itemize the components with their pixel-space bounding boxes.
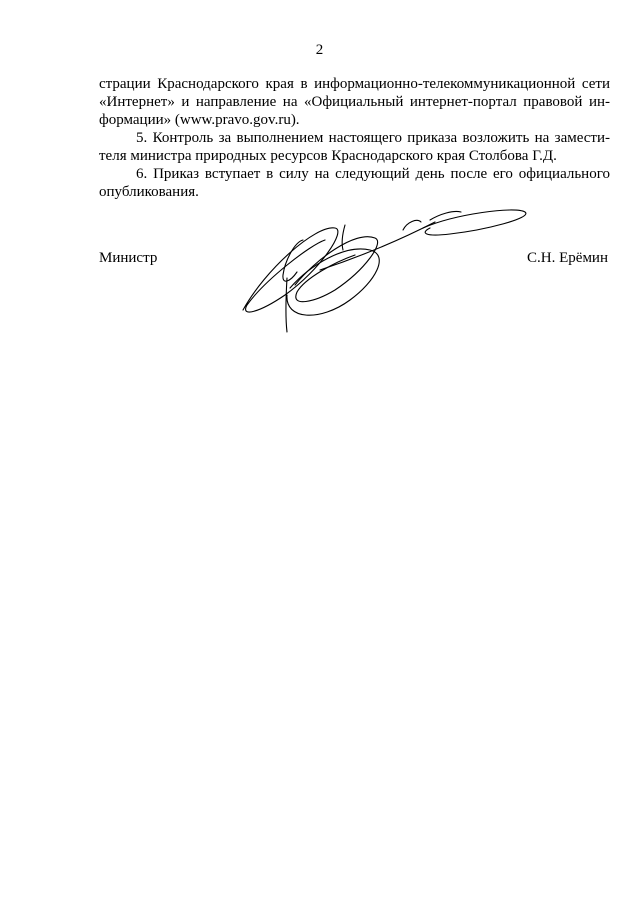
paragraph-continuation	[99, 75, 610, 129]
paragraph-item-5	[99, 129, 610, 165]
signature-block	[99, 250, 610, 268]
signer-name: С.Н. Ерёмин	[527, 250, 608, 266]
paragraph-item-6	[99, 165, 610, 201]
text-line: формации» (www.pravo.gov.ru).	[99, 112, 300, 128]
text-line: опубликования.	[99, 184, 199, 200]
text-line: страции Краснодарского края в информационно-телекоммуникационной сети	[99, 76, 610, 92]
text-line: 6. Приказ вступает в силу на следующий день после его официального	[136, 166, 610, 182]
text-line: «Интернет» и направление на «Официальный интернет-портал правовой ин-	[99, 94, 610, 110]
page-number: 2	[315, 42, 324, 58]
text-line: теля министра природных ресурсов Краснодарского края Столбова Г.Д.	[99, 148, 557, 164]
text-line: 5. Контроль за выполнением настоящего приказа возложить на замести-	[136, 130, 610, 146]
signer-title: Министр	[99, 250, 158, 266]
